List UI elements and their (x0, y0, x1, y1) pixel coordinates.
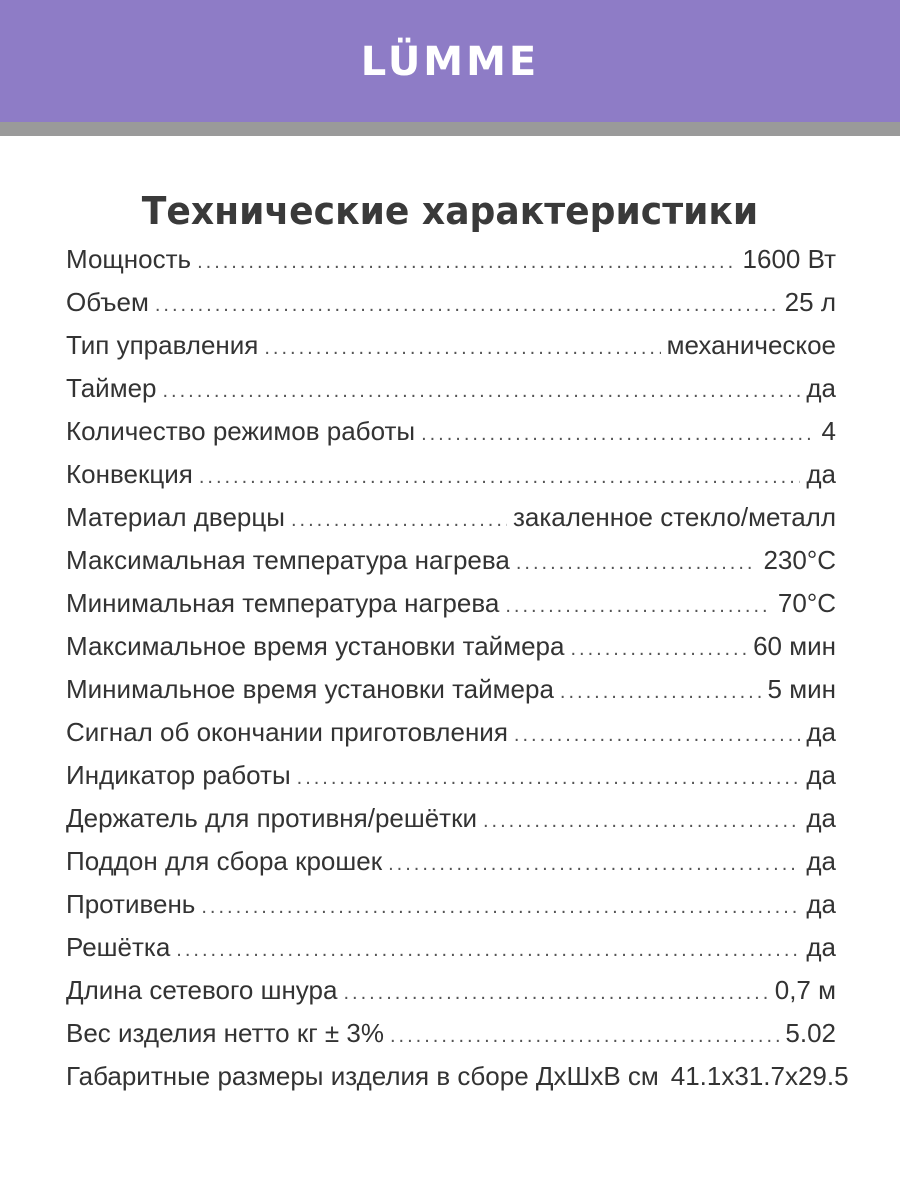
spec-row-max-timer (66, 625, 836, 668)
spec-value: да (806, 373, 836, 403)
spec-row-volume (66, 281, 836, 324)
spec-label: Длина сетевого шнура (66, 975, 338, 1005)
header-divider-strip (0, 122, 900, 136)
dot-leader (516, 542, 758, 585)
spec-row-modes-count (66, 410, 836, 453)
spec-label: Минимальное время установки таймера (66, 674, 554, 704)
dot-leader (390, 1015, 779, 1058)
spec-value: да (806, 889, 836, 919)
dot-leader (155, 284, 779, 327)
spec-value: 230°С (763, 545, 836, 575)
spec-list (66, 238, 849, 1098)
spec-label: Минимальная температура нагрева (66, 588, 500, 618)
dot-leader (570, 628, 747, 671)
dot-leader (343, 972, 768, 1015)
spec-label: Габаритные размеры изделия в сборе ДхШхВ см (66, 1061, 659, 1091)
spec-row-indicator (66, 754, 836, 797)
spec-row-dimensions (66, 1055, 849, 1098)
dot-leader (297, 757, 801, 800)
spec-label: Тип управления (66, 330, 259, 360)
spec-label: Противень (66, 889, 196, 919)
spec-row-baking-tray (66, 883, 836, 926)
spec-value: да (806, 717, 836, 747)
spec-row-net-weight (66, 1012, 836, 1055)
dot-leader (388, 843, 800, 886)
dot-leader (505, 585, 772, 628)
spec-value: 41.1x31.7x29.5 (670, 1061, 849, 1091)
dot-leader (199, 456, 801, 499)
spec-label: Объем (66, 287, 149, 317)
dot-leader (201, 886, 800, 929)
spec-value: 60 мин (753, 631, 836, 661)
spec-value: 0,7 м (774, 975, 836, 1005)
spec-value: 1600 Вт (742, 244, 836, 274)
spec-label: Поддон для сбора крошек (66, 846, 383, 876)
brand-header (0, 0, 900, 122)
dot-leader (560, 671, 762, 714)
spec-row-max-temperature (66, 539, 836, 582)
spec-value: закаленное стекло/металл (512, 502, 836, 532)
page-title: Технические характеристики (141, 189, 759, 234)
dot-leader (264, 327, 660, 370)
dot-leader (514, 714, 800, 757)
spec-row-min-temperature (66, 582, 836, 625)
spec-value: да (806, 760, 836, 790)
spec-value: механическое (666, 330, 836, 360)
spec-label: Вес изделия нетто кг ± 3% (66, 1018, 384, 1048)
spec-label: Индикатор работы (66, 760, 291, 790)
spec-value: да (806, 803, 836, 833)
brand-logo: LÜMME (360, 39, 540, 85)
spec-label: Максимальное время установки таймера (66, 631, 565, 661)
spec-label: Сигнал об окончании приготовления (66, 717, 508, 747)
spec-label: Мощность (66, 244, 192, 274)
dot-leader (163, 370, 801, 413)
dot-leader (291, 499, 507, 542)
spec-value: да (806, 846, 836, 876)
spec-value: да (806, 932, 836, 962)
spec-label: Максимальная температура нагрева (66, 545, 510, 575)
spec-value: 25 л (784, 287, 836, 317)
spec-row-power (66, 238, 836, 281)
spec-label: Решётка (66, 932, 171, 962)
spec-value: 70°С (777, 588, 836, 618)
spec-value: 4 (821, 416, 836, 446)
spec-label: Материал дверцы (66, 502, 285, 532)
spec-row-end-signal (66, 711, 836, 754)
spec-row-cord-length (66, 969, 836, 1012)
spec-row-door-material (66, 496, 836, 539)
dot-leader (421, 413, 815, 456)
spec-value: 5 мин (767, 674, 836, 704)
spec-row-min-timer (66, 668, 836, 711)
dot-leader (176, 929, 800, 972)
dot-leader (197, 241, 736, 284)
spec-label: Конвекция (66, 459, 193, 489)
spec-label: Держатель для противня/решётки (66, 803, 477, 833)
spec-value: 5.02 (785, 1018, 836, 1048)
spec-row-grill-rack (66, 926, 836, 969)
spec-label: Таймер (66, 373, 157, 403)
spec-row-tray-holder (66, 797, 836, 840)
spec-row-convection (66, 453, 836, 496)
spec-value: да (806, 459, 836, 489)
spec-row-timer (66, 367, 836, 410)
spec-row-control-type (66, 324, 836, 367)
dot-leader (483, 800, 800, 843)
spec-label: Количество режимов работы (66, 416, 416, 446)
spec-row-crumb-tray (66, 840, 836, 883)
